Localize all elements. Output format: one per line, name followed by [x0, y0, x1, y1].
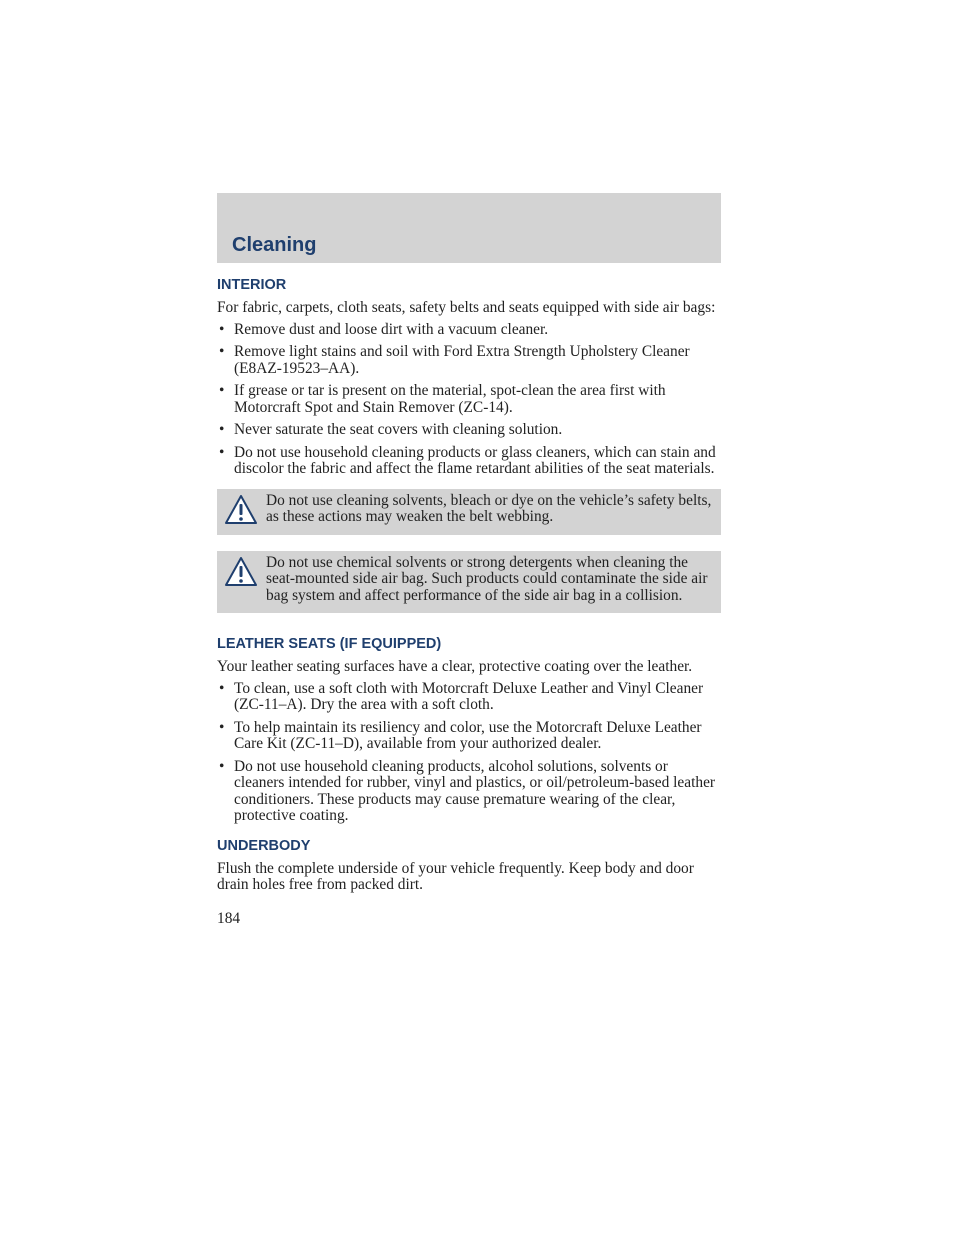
- warning-box-safety-belts: [217, 489, 721, 535]
- list-item: • To clean, use a soft cloth with Motorcraft Deluxe Leather and Vinyl Cleaner (ZC-11–A). Dry the area with a soft cloth.: [217, 681, 721, 714]
- page-content: [217, 276, 721, 927]
- list-item: • Never saturate the seat covers with cleaning solution.: [217, 422, 721, 439]
- leather-intro: Your leather seating surfaces have a clear, protective coating over the leather.: [217, 658, 693, 675]
- leather-heading: LEATHER SEATS (IF EQUIPPED): [217, 636, 442, 652]
- warning-box-side-air-bag: [217, 551, 721, 614]
- warning-text: Do not use cleaning solvents, bleach or dye on the vehicle’s safety belts, as these actions may weaken the belt webbing.: [266, 491, 712, 525]
- warning-triangle-icon: [224, 493, 258, 527]
- warning-triangle-icon: [224, 555, 258, 589]
- list-item: • Remove dust and loose dirt with a vacuum cleaner.: [217, 322, 721, 339]
- list-item: • Remove light stains and soil with Ford Extra Strength Upholstery Cleaner (E8AZ-19523–AA).: [217, 344, 721, 377]
- underbody-text: Flush the complete underside of your vehicle frequently. Keep body and door drain holes free from packed dirt.: [217, 859, 694, 893]
- interior-intro: For fabric, carpets, cloth seats, safety belts and seats equipped with side air bags:: [217, 299, 716, 316]
- warning-text: Do not use chemical solvents or strong detergents when cleaning the seat-mounted side air bag. Such products could contaminate the side air bag system and affect performance of the side air bag in a collision.: [266, 553, 708, 604]
- leather-list: [217, 681, 721, 825]
- list-item: • To help maintain its resiliency and color, use the Motorcraft Deluxe Leather Care Kit (ZC-11–D), available from your authorized dealer.: [217, 720, 721, 753]
- interior-list: [217, 322, 721, 478]
- underbody-heading: UNDERBODY: [217, 837, 311, 854]
- list-item: • Do not use household cleaning products, alcohol solutions, solvents or cleaners intended for rubber, vinyl and plastics, or oil/petroleum-based leather conditioners. These products may cause premature wearing of the clear, protective coating.: [217, 759, 721, 825]
- list-item: • If grease or tar is present on the material, spot-clean the area first with Motorcraft Spot and Stain Remover (ZC-14).: [217, 383, 721, 416]
- section-header-band: [217, 193, 721, 263]
- section-title: Cleaning: [232, 234, 317, 256]
- interior-heading: INTERIOR: [217, 277, 287, 293]
- page-number: 184: [217, 909, 241, 927]
- list-item: • Do not use household cleaning products or glass cleaners, which can stain and discolor the fabric and affect the flame retardant abilities of the seat materials.: [217, 445, 721, 478]
